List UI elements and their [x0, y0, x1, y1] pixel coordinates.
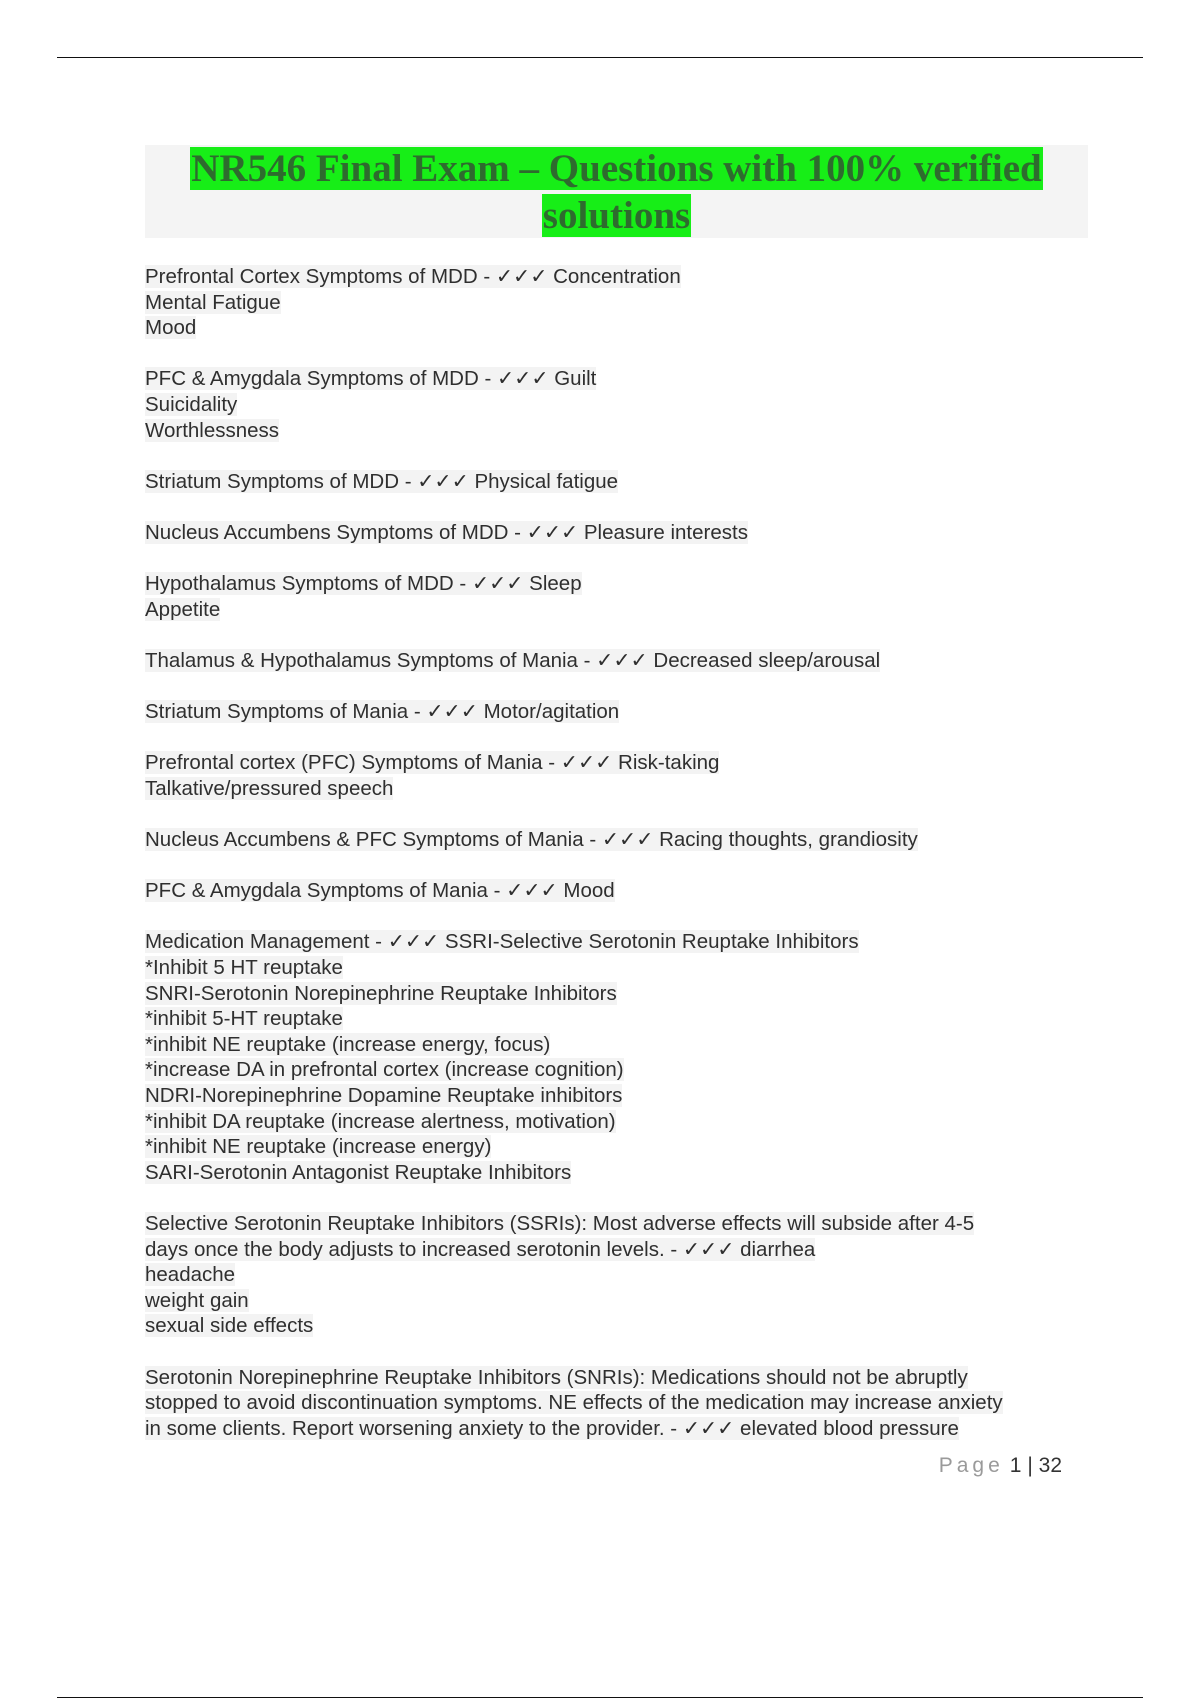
answer-line — [145, 1057, 1085, 1083]
answer-line — [145, 1134, 1085, 1160]
answer-line — [145, 1006, 1085, 1032]
question-line — [145, 469, 1085, 495]
qa-entry — [145, 827, 1085, 853]
question-line — [145, 750, 1085, 776]
entry-text: *inhibit 5-HT reuptake — [145, 1007, 343, 1031]
entry-text: PFC & Amygdala Symptoms of MDD - ✓✓✓ Guilt — [145, 367, 597, 391]
entry-text: Nucleus Accumbens Symptoms of MDD - ✓✓✓ Pleasure interests — [145, 520, 748, 544]
entry-text: Nucleus Accumbens & PFC Symptoms of Mania - ✓✓✓ Racing thoughts, grandiosity — [145, 828, 918, 852]
entry-text: Prefrontal cortex (PFC) Symptoms of Mania - ✓✓✓ Risk-taking — [145, 751, 720, 775]
qa-entry — [145, 699, 1085, 725]
answer-line — [145, 290, 1085, 316]
entry-text: *inhibit NE reuptake (increase energy) — [145, 1135, 492, 1159]
entry-text: Serotonin Norepinephrine Reuptake Inhibitors (SNRIs): Medications should not be abruptly — [145, 1365, 968, 1389]
answer-line — [145, 1262, 1085, 1288]
entry-text: headache — [145, 1263, 236, 1287]
entry-text: Appetite — [145, 597, 221, 621]
document-body — [145, 264, 1085, 1467]
answer-line — [145, 1237, 1085, 1263]
qa-entry — [145, 929, 1085, 1185]
qa-entry — [145, 750, 1085, 801]
answer-line — [145, 1083, 1085, 1109]
question-line — [145, 929, 1085, 955]
title-box — [145, 145, 1088, 238]
qa-entry — [145, 648, 1085, 674]
question-line — [145, 1365, 1085, 1391]
question-line — [145, 264, 1085, 290]
qa-entry — [145, 264, 1085, 341]
question-line — [145, 878, 1085, 904]
entry-text: stopped to avoid discontinuation symptoms. NE effects of the medication may increase anxiety — [145, 1391, 1003, 1415]
answer-line — [145, 315, 1085, 341]
answer-line — [145, 1109, 1085, 1135]
answer-line — [145, 418, 1085, 444]
answer-line — [145, 597, 1085, 623]
qa-entry — [145, 571, 1085, 622]
entry-text: SNRI-Serotonin Norepinephrine Reuptake Inhibitors — [145, 981, 617, 1005]
answer-line — [145, 392, 1085, 418]
page-label: Page — [938, 1454, 1004, 1477]
entry-text: SARI-Serotonin Antagonist Reuptake Inhibitors — [145, 1160, 572, 1184]
question-line — [145, 366, 1085, 392]
entry-text: Talkative/pressured speech — [145, 776, 394, 800]
title-line-1: NR546 Final Exam – Questions with 100% verified — [191, 147, 1042, 190]
question-line — [145, 827, 1085, 853]
entry-text: sexual side effects — [145, 1314, 314, 1338]
entry-text: *Inhibit 5 HT reuptake — [145, 956, 343, 980]
entry-text: Medication Management - ✓✓✓ SSRI-Selective Serotonin Reuptake Inhibitors — [145, 930, 859, 954]
entry-text: Mental Fatigue — [145, 290, 281, 314]
answer-line — [145, 1313, 1085, 1339]
qa-entry — [145, 878, 1085, 904]
qa-entry — [145, 1365, 1085, 1442]
entry-text: Striatum Symptoms of MDD - ✓✓✓ Physical fatigue — [145, 469, 619, 493]
qa-entry — [145, 469, 1085, 495]
answer-line — [145, 1160, 1085, 1186]
total-pages: 32 — [1038, 1454, 1062, 1477]
question-line — [145, 648, 1085, 674]
title-line-2: solutions — [542, 194, 691, 237]
answer-line — [145, 1288, 1085, 1314]
bottom-rule — [57, 1697, 1143, 1698]
entry-text: Prefrontal Cortex Symptoms of MDD - ✓✓✓ Concentration — [145, 265, 681, 288]
answer-line — [145, 981, 1085, 1007]
entry-text: Worthlessness — [145, 418, 280, 442]
answer-line — [145, 1416, 1085, 1442]
question-line — [145, 520, 1085, 546]
answer-line — [145, 1032, 1085, 1058]
entry-text: *increase DA in prefrontal cortex (increase cognition) — [145, 1058, 624, 1082]
entry-text: Striatum Symptoms of Mania - ✓✓✓ Motor/agitation — [145, 700, 620, 724]
entry-text: *inhibit NE reuptake (increase energy, focus) — [145, 1032, 551, 1056]
entry-text: Selective Serotonin Reuptake Inhibitors (SSRIs): Most adverse effects will subside after 4-5 — [145, 1211, 975, 1235]
entry-text: PFC & Amygdala Symptoms of Mania - ✓✓✓ Mood — [145, 879, 615, 903]
entry-text: Mood — [145, 316, 197, 340]
top-rule — [57, 57, 1143, 58]
entry-text: *inhibit DA reuptake (increase alertness, motivation) — [145, 1109, 616, 1133]
answer-line — [145, 1390, 1085, 1416]
question-line — [145, 699, 1085, 725]
question-line — [145, 571, 1085, 597]
page-number: 1 — [1009, 1454, 1022, 1477]
entry-text: NDRI-Norepinephrine Dopamine Reuptake inhibitors — [145, 1084, 623, 1107]
answer-line — [145, 955, 1085, 981]
entry-text: Hypothalamus Symptoms of MDD - ✓✓✓ Sleep — [145, 572, 582, 596]
entry-text: in some clients. Report worsening anxiety to the provider. - ✓✓✓ elevated blood pressure — [145, 1416, 959, 1440]
entry-text: Suicidality — [145, 392, 238, 416]
question-line — [145, 1211, 1085, 1237]
entry-text: days once the body adjusts to increased serotonin levels. - ✓✓✓ diarrhea — [145, 1237, 816, 1261]
qa-entry — [145, 520, 1085, 546]
page-footer — [939, 1454, 1062, 1478]
page-separator: | — [1027, 1454, 1033, 1477]
answer-line — [145, 776, 1085, 802]
qa-entry — [145, 1211, 1085, 1339]
entry-text: weight gain — [145, 1288, 249, 1312]
entry-text: Thalamus & Hypothalamus Symptoms of Mania - ✓✓✓ Decreased sleep/arousal — [145, 648, 881, 672]
qa-entry — [145, 366, 1085, 443]
